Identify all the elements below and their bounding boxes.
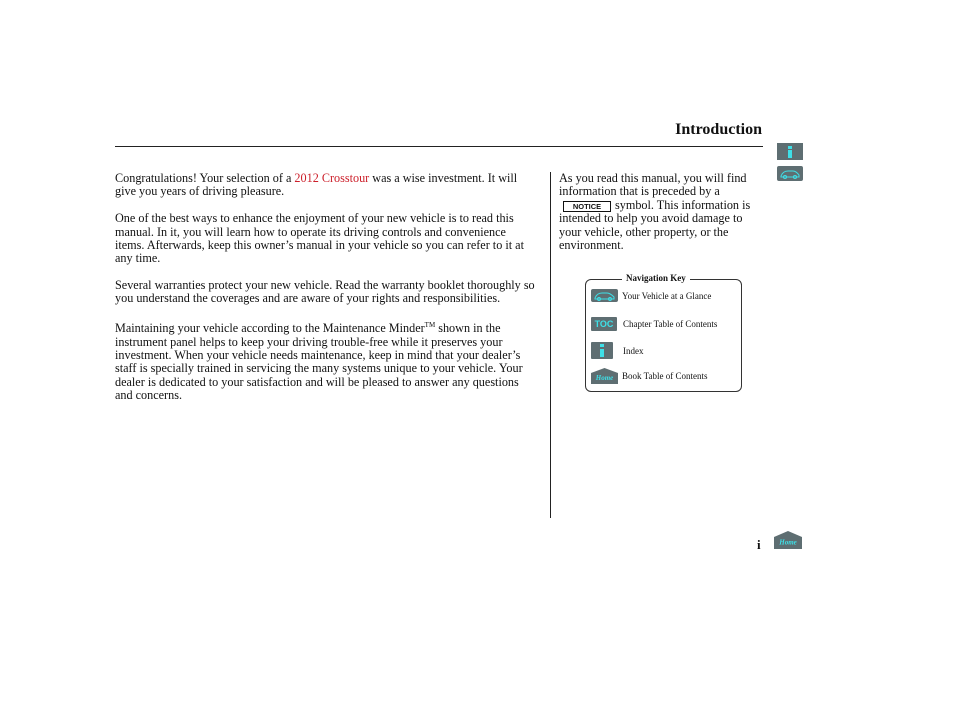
car-icon — [591, 289, 618, 302]
notice-symbol: NOTICE — [563, 201, 611, 212]
car-icon — [777, 166, 803, 181]
model-link[interactable]: 2012 Crosstour — [294, 171, 370, 185]
svg-text:Home: Home — [595, 374, 614, 382]
home-icon — [774, 531, 802, 549]
vehicle-at-glance-nav-icon[interactable] — [777, 166, 803, 181]
home-icon — [591, 368, 618, 384]
index-nav-icon[interactable] — [777, 143, 803, 160]
index-icon — [591, 342, 613, 359]
paragraph-manual: One of the best ways to enhance the enjoyment of your new vehicle is to read this manual. In it, you will learn how to operate its driving controls and convenience items. Afterwards, keep this owner’s manual in your vehicle so you can refer to it at any time. — [115, 211, 524, 266]
paragraph-maintenance: Maintaining your vehicle according to the Maintenance Minder™ shown in the instrument panel helps to keep your driving trouble-free while it preserves your investment. When your vehicle needs maintenance, keep in mind that your dealer’s staff is specially trained in servicing the many systems unique to your vehicle. Your dealer is dedicated to your satisfaction and will be pleased to answer any questions and concerns. — [115, 321, 523, 403]
column-divider — [550, 172, 551, 518]
toc-icon: TOC — [591, 317, 617, 331]
svg-text:Home: Home — [779, 538, 797, 547]
trademark-symbol: TM — [424, 321, 436, 330]
navigation-key-box — [585, 273, 742, 392]
intro-right-column: As you read this manual, you will find information that is preceded by aNOTICE symbol. This information is intended to help you avoid damage to your vehicle, other property, or the environment. — [559, 171, 751, 253]
header-rule — [115, 146, 763, 147]
intro-left-column — [115, 172, 535, 416]
nav-key-toc-row[interactable] — [591, 317, 717, 331]
navigation-key-title: Navigation Key — [622, 273, 690, 283]
nav-key-label: Chapter Table of Contents — [623, 319, 718, 329]
nav-key-label: Your Vehicle at a Glance — [622, 290, 712, 301]
page-number: i — [757, 537, 761, 552]
nav-key-home-row[interactable] — [591, 368, 707, 384]
nav-key-label: Index — [623, 345, 644, 356]
paragraph-warranties: Several warranties protect your new vehicle. Read the warranty booklet thoroughly so you understand the coverages and are aware of your rights and responsibilities. — [115, 278, 535, 306]
nav-key-index-row[interactable] — [591, 342, 644, 359]
page-title: Introduction — [675, 121, 762, 138]
nav-key-label: Book Table of Contents — [622, 371, 708, 381]
home-nav-button[interactable] — [774, 531, 802, 549]
nav-key-vehicle-row[interactable] — [591, 289, 711, 302]
paragraph-congratulations: Congratulations! Your selection of a 2012 Crosstour was a wise investment. It will give you years of driving pleasure. — [115, 171, 518, 199]
